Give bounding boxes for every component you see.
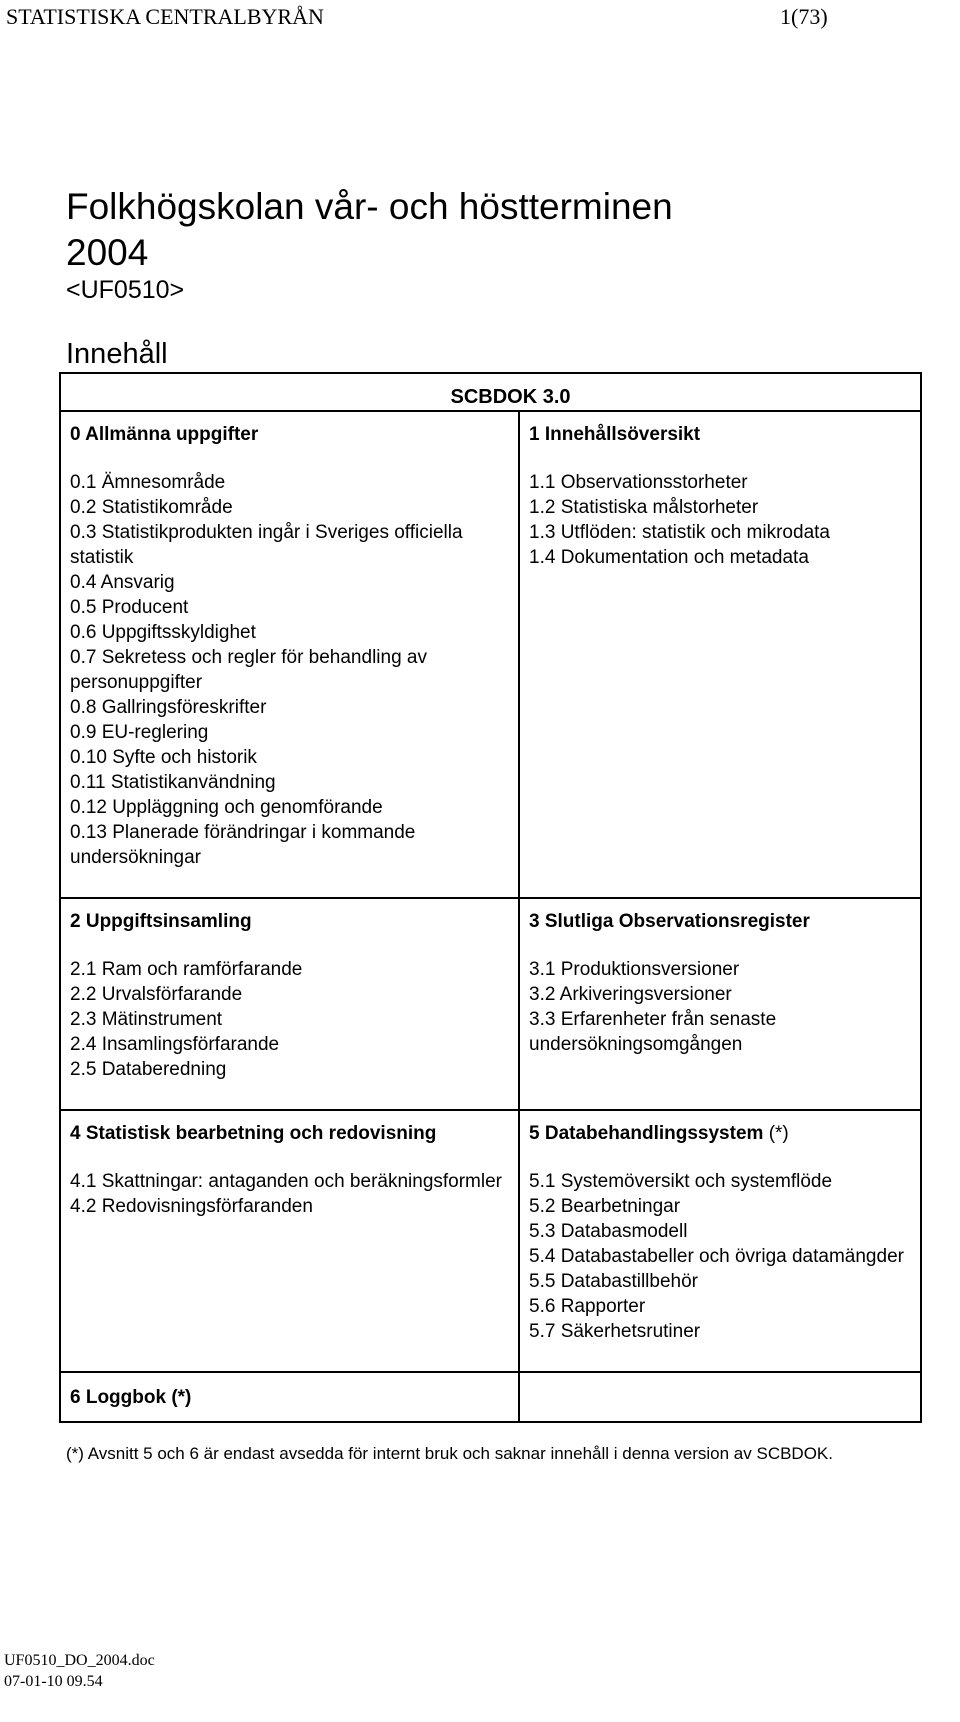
section-5-heading-suffix: (*) bbox=[768, 1123, 789, 1144]
list-item: 0.7 Sekretess och regler för behandling av personuppgifter bbox=[70, 647, 427, 693]
list-item: 3.3 Erfarenheter från senaste undersökningsomgången bbox=[529, 1009, 777, 1055]
list-item: 1.3 Utflöden: statistik och mikrodata bbox=[529, 522, 830, 543]
list-item: 5.5 Databastillbehör bbox=[529, 1271, 698, 1292]
list-item: 1.1 Observationsstorheter bbox=[529, 472, 748, 493]
list-item: 0.3 Statistikprodukten ingår i Sveriges officiella statistik bbox=[70, 522, 463, 568]
list-item: 3.2 Arkiveringsversioner bbox=[529, 984, 732, 1005]
document-title bbox=[66, 184, 673, 276]
list-item: 2.2 Urvalsförfarande bbox=[70, 984, 243, 1005]
section-2-cell bbox=[60, 898, 519, 1110]
list-item: 0.6 Uppgiftsskyldighet bbox=[70, 622, 256, 643]
doc-version-cell bbox=[60, 373, 921, 411]
list-item: 0.1 Ämnesområde bbox=[70, 472, 226, 493]
list-item: 2.1 Ram och ramförfarande bbox=[70, 959, 303, 980]
list-item: 0.5 Producent bbox=[70, 597, 189, 618]
list-item: 5.6 Rapporter bbox=[529, 1296, 646, 1317]
list-item: 1.4 Dokumentation och metadata bbox=[529, 547, 809, 568]
footer-filename: UF0510_DO_2004.doc bbox=[4, 1652, 155, 1669]
section-6-cell bbox=[60, 1372, 519, 1422]
list-item: 5.7 Säkerhetsrutiner bbox=[529, 1321, 701, 1342]
list-item: 5.4 Databastabeller och övriga datamängder bbox=[529, 1246, 904, 1267]
section-2-heading: 2 Uppgiftsinsamling bbox=[70, 911, 252, 932]
list-item: 3.1 Produktionsversioner bbox=[529, 959, 740, 980]
footnote: (*) Avsnitt 5 och 6 är endast avsedda för internt bruk och saknar innehåll i denna version av SCBDOK. bbox=[66, 1444, 833, 1463]
list-item: 0.13 Planerade förändringar i kommande undersökningar bbox=[70, 822, 416, 868]
section-6-heading: 6 Loggbok (*) bbox=[70, 1387, 192, 1408]
contents-heading: Innehåll bbox=[66, 338, 168, 370]
list-item: 0.9 EU-reglering bbox=[70, 722, 209, 743]
section-1-heading: 1 Innehållsöversikt bbox=[529, 424, 701, 445]
list-item: 2.3 Mätinstrument bbox=[70, 1009, 223, 1030]
list-item: 4.2 Redovisningsförfaranden bbox=[70, 1196, 313, 1217]
section-1-cell bbox=[519, 411, 921, 898]
section-5-cell bbox=[519, 1110, 921, 1372]
list-item: 2.5 Databeredning bbox=[70, 1059, 227, 1080]
section-5-heading-text: 5 Databehandlingssystem bbox=[529, 1123, 764, 1144]
list-item: 0.8 Gallringsföreskrifter bbox=[70, 697, 267, 718]
list-item: 1.2 Statistiska målstorheter bbox=[529, 497, 759, 518]
title-line-2: 2004 bbox=[66, 232, 149, 273]
list-item: 2.4 Insamlingsförfarande bbox=[70, 1034, 280, 1055]
section-3-heading: 3 Slutliga Observationsregister bbox=[529, 911, 810, 932]
product-code: <UF0510> bbox=[66, 276, 185, 304]
doc-version-label: SCBDOK 3.0 bbox=[450, 386, 571, 408]
list-item: 0.10 Syfte och historik bbox=[70, 747, 257, 768]
page-number: 1(73) bbox=[780, 4, 828, 29]
section-4-cell bbox=[60, 1110, 519, 1372]
section-5-heading bbox=[529, 1122, 913, 1146]
section-4-heading: 4 Statistisk bearbetning och redovisning bbox=[70, 1123, 437, 1144]
list-item: 0.11 Statistikanvändning bbox=[70, 772, 276, 793]
list-item: 0.4 Ansvarig bbox=[70, 572, 175, 593]
list-item: 4.1 Skattningar: antaganden och beräkningsformler bbox=[70, 1171, 502, 1192]
list-item: 0.2 Statistikområde bbox=[70, 497, 233, 518]
section-3-cell bbox=[519, 898, 921, 1110]
title-line-1: Folkhögskolan vår- och höstterminen bbox=[66, 186, 673, 227]
org-name: STATISTISKA CENTRALBYRÅN bbox=[6, 4, 324, 29]
section-0-cell bbox=[60, 411, 519, 898]
list-item: 5.1 Systemöversikt och systemflöde bbox=[529, 1171, 833, 1192]
list-item: 5.3 Databasmodell bbox=[529, 1221, 688, 1242]
contents-table bbox=[59, 372, 922, 1423]
list-item: 5.2 Bearbetningar bbox=[529, 1196, 681, 1217]
footer-datetime: 07-01-10 09.54 bbox=[4, 1673, 103, 1690]
empty-cell bbox=[519, 1372, 921, 1422]
list-item: 0.12 Uppläggning och genomförande bbox=[70, 797, 383, 818]
section-0-heading: 0 Allmänna uppgifter bbox=[70, 424, 259, 445]
